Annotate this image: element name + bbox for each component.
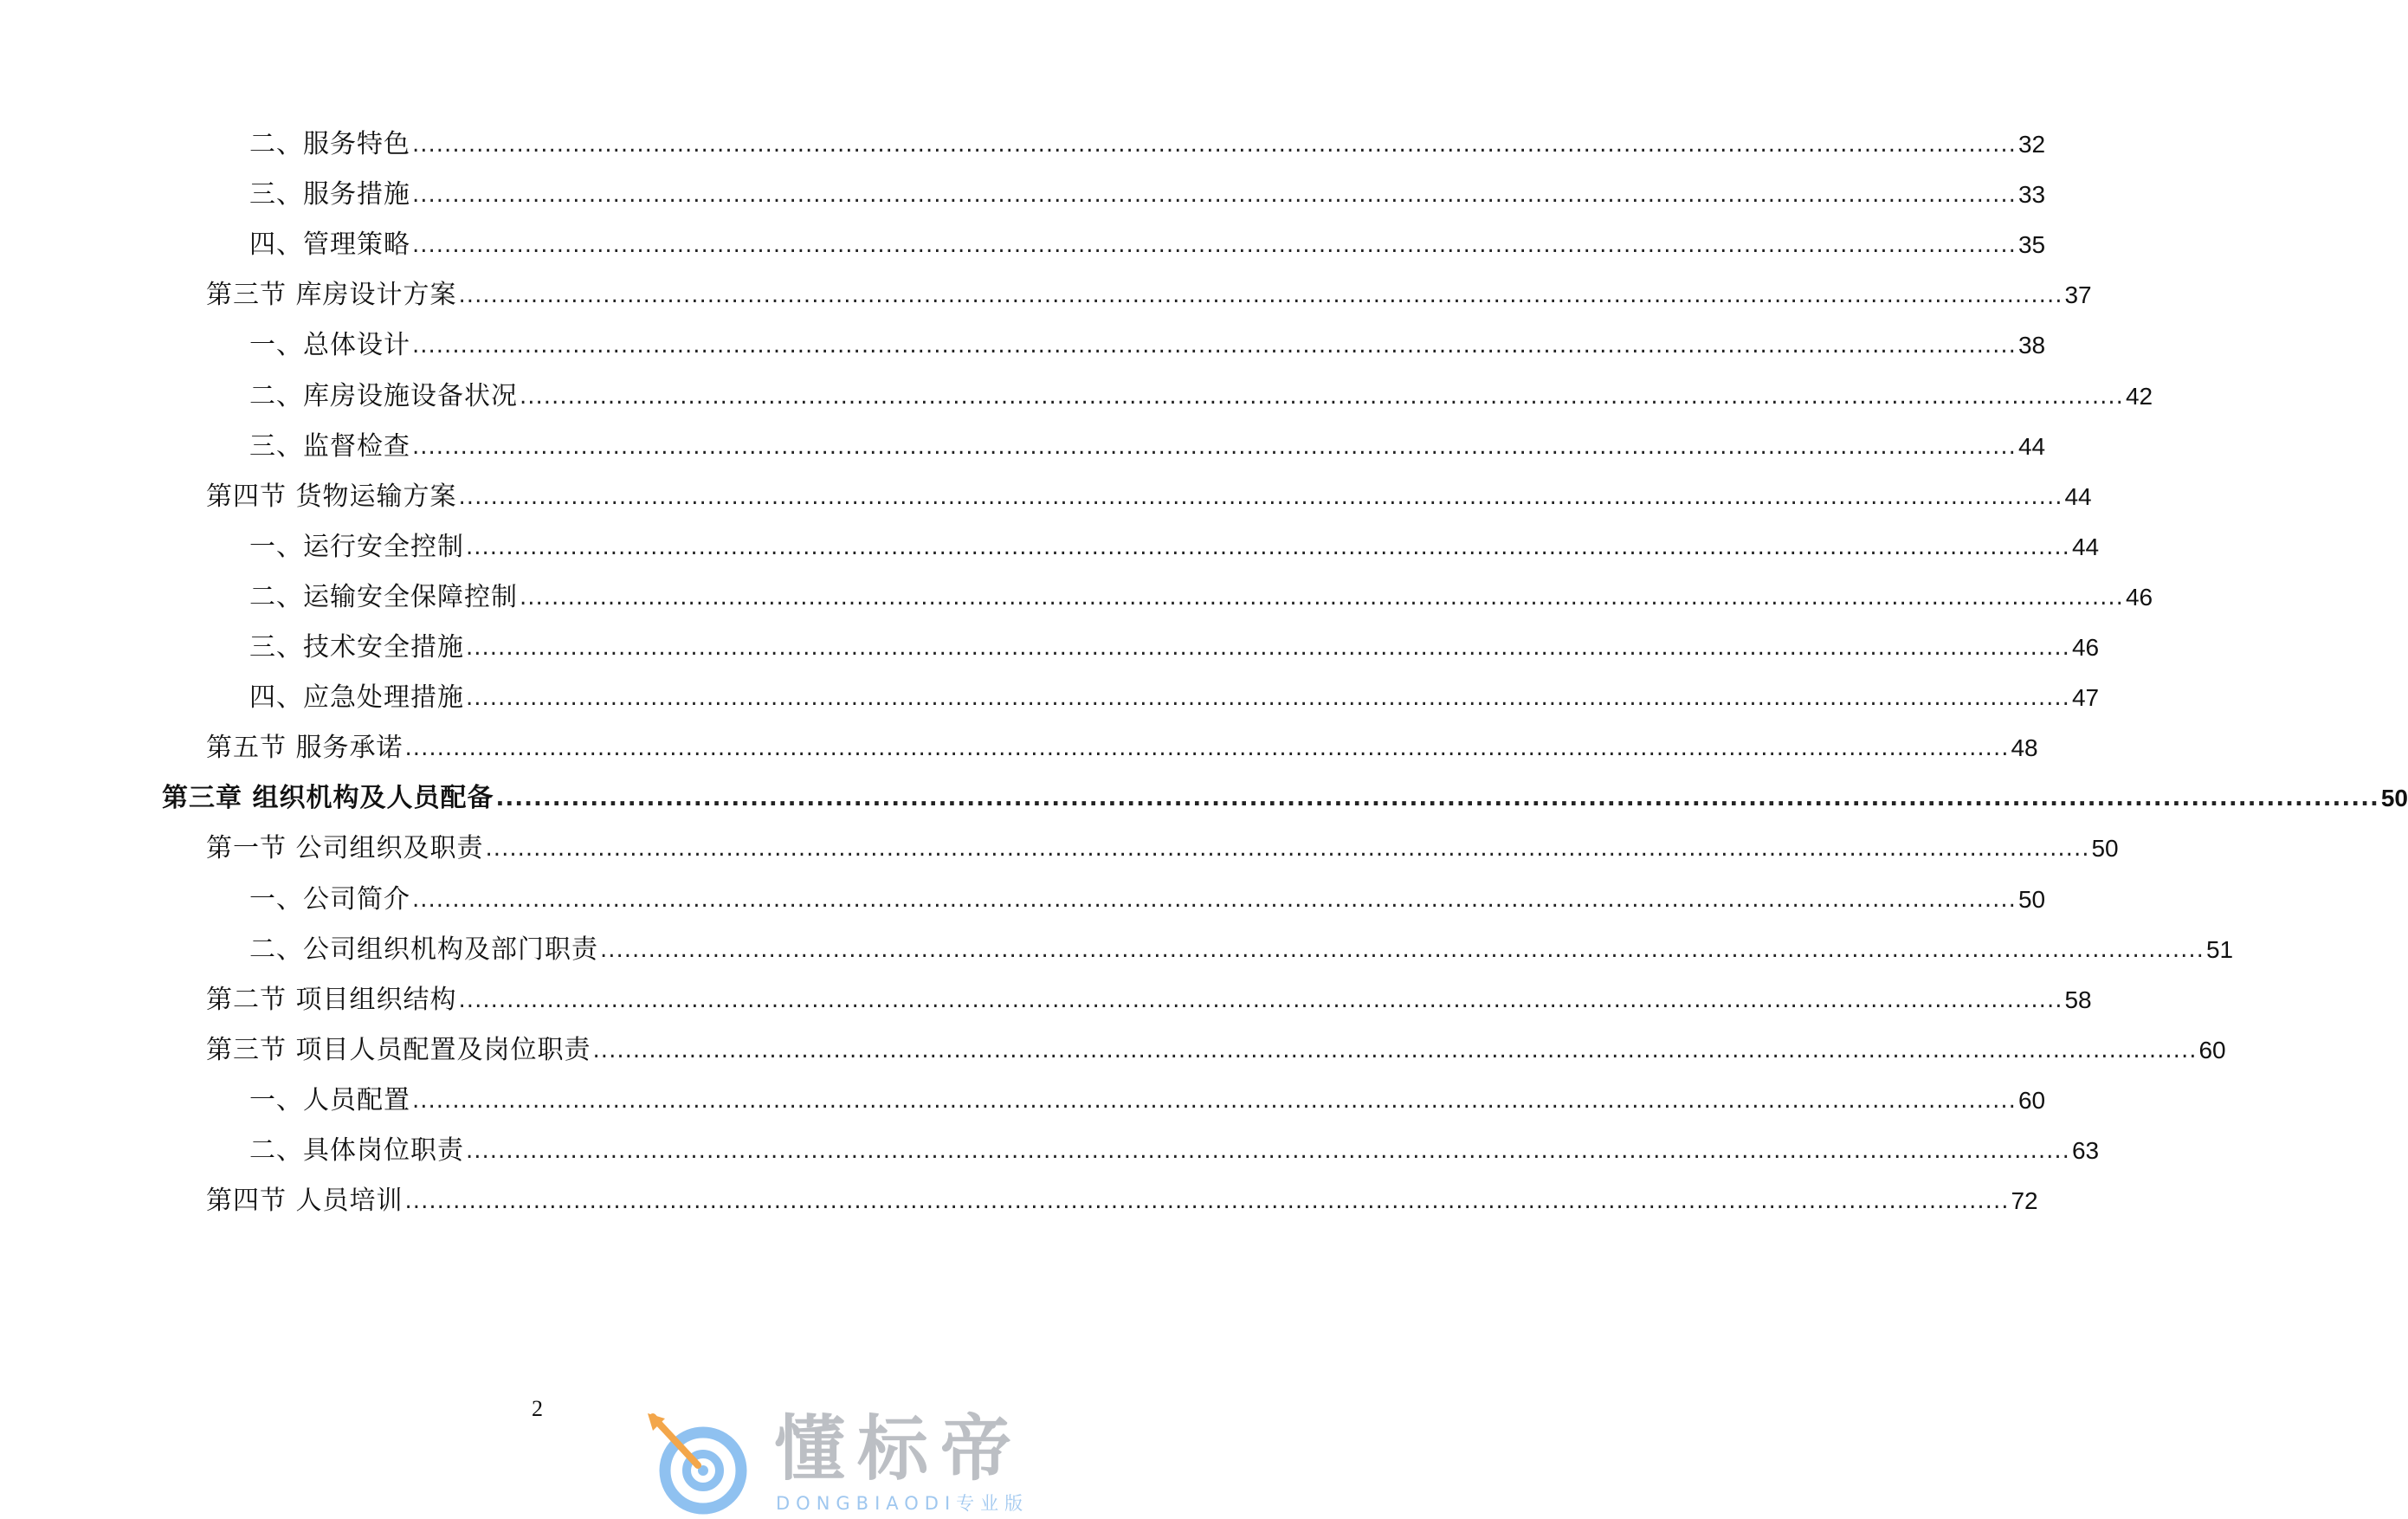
- toc-entry-page: 72: [2011, 1187, 2038, 1214]
- toc-entry[interactable]: [249, 629, 2100, 667]
- toc-entry[interactable]: [249, 176, 2046, 214]
- toc-dot-leader: ........................................................................................................................................................................................................: [520, 384, 2124, 410]
- toc-entry-page: 44: [2071, 533, 2100, 560]
- toc-entry[interactable]: [206, 981, 2092, 1019]
- toc-dot-leader: ........................................................................................................................................................................................................: [600, 937, 2205, 963]
- toc-entry-title: 二、服务特色: [249, 129, 410, 159]
- toc-entry-page: 46: [2071, 634, 2100, 661]
- toc-dot-leader: ........................................................................................................................................................................................................: [458, 484, 2063, 510]
- toc-entry[interactable]: [249, 326, 2046, 365]
- toc-entry[interactable]: [249, 126, 2046, 164]
- toc-entry-title: 第二节 项目组织结构: [206, 985, 457, 1015]
- toc-entry-title: 一、公司简介: [249, 884, 410, 915]
- toc-entry-page: 32: [2017, 131, 2046, 158]
- toc-dot-leader: ........................................................................................................................................................................................................: [466, 685, 2070, 711]
- toc-entry-page: 44: [2064, 483, 2092, 510]
- toc-dot-leader: ........................................................................................................................................................................................................: [404, 735, 2010, 761]
- toc-entry-title: 一、人员配置: [249, 1085, 410, 1115]
- toc-entry-page: 60: [2198, 1037, 2226, 1063]
- toc-entry-page: 63: [2071, 1137, 2100, 1164]
- toc-entry-title: 一、总体设计: [249, 330, 410, 360]
- toc-dot-leader: ........................................................................................................................................................................................................: [412, 333, 2017, 359]
- toc-dot-leader: ........................................................................................................................................................................................................: [404, 1188, 2010, 1214]
- toc-entry-title: 第五节 服务承诺: [206, 733, 403, 763]
- toc-entry[interactable]: [249, 1082, 2046, 1120]
- toc-dot-leader: ........................................................................................................................................................................................................: [412, 182, 2017, 208]
- toc-entry[interactable]: [206, 1031, 2226, 1070]
- toc-entry-page: 60: [2017, 1087, 2046, 1114]
- toc-entry-title: 三、技术安全措施: [249, 632, 464, 663]
- toc-entry-title: 第三节 项目人员配置及岗位职责: [206, 1035, 591, 1065]
- toc-entry-title: 三、服务措施: [249, 179, 410, 210]
- toc-entry-title: 第一节 公司组织及职责: [206, 833, 484, 863]
- toc-dot-leader: ........................................................................................................................................................................................................: [520, 585, 2124, 611]
- toc-entry[interactable]: [206, 478, 2092, 516]
- toc-entry-page: 38: [2017, 332, 2046, 359]
- toc-entry[interactable]: [249, 931, 2234, 969]
- toc-entry-title: 第三章 组织机构及人员配备: [162, 783, 494, 813]
- brand-watermark: [644, 1408, 1060, 1516]
- toc-dot-leader: ........................................................................................................................................................................................................: [592, 1037, 2198, 1063]
- toc-entry-page: 58: [2064, 986, 2092, 1013]
- toc-entry[interactable]: [206, 830, 2119, 868]
- toc-dot-leader: ........................................................................................................................................................................................................: [412, 887, 2017, 913]
- toc-entry-page: 48: [2011, 734, 2038, 761]
- toc-dot-leader: ........................................................................................................................................................................................................: [466, 635, 2070, 661]
- toc-entry[interactable]: [249, 378, 2153, 416]
- toc-entry-page: 50: [2380, 785, 2408, 811]
- toc-dot-leader: ........................................................................................................................................................................................................: [495, 785, 2379, 811]
- toc-entry-page: 50: [2091, 835, 2119, 862]
- toc-entry-title: 第四节 人员培训: [206, 1186, 403, 1216]
- toc-entry-page: 51: [2205, 936, 2234, 963]
- toc-entry[interactable]: [162, 779, 2408, 818]
- target-arrow-icon: [644, 1413, 755, 1516]
- brand-name: 懂标帝: [774, 1408, 1024, 1490]
- toc-entry-page: 50: [2017, 886, 2046, 913]
- toc-entry-page: 33: [2017, 181, 2046, 208]
- toc-entry-title: 二、运输安全保障控制: [249, 582, 518, 612]
- toc-entry-page: 37: [2064, 281, 2092, 308]
- toc-entry[interactable]: [249, 528, 2100, 566]
- toc-entry[interactable]: [249, 1132, 2100, 1170]
- toc-entry-title: 第四节 货物运输方案: [206, 482, 457, 512]
- toc-dot-leader: ........................................................................................................................................................................................................: [485, 836, 2090, 862]
- toc-dot-leader: ........................................................................................................................................................................................................: [466, 1138, 2070, 1164]
- toc-entry[interactable]: [249, 881, 2046, 919]
- toc-entry-page: 42: [2125, 383, 2153, 410]
- toc-entry-title: 四、应急处理措施: [249, 682, 464, 713]
- toc-entry-title: 四、管理策略: [249, 229, 410, 260]
- toc-dot-leader: ........................................................................................................................................................................................................: [412, 132, 2017, 158]
- toc-entry-title: 二、公司组织机构及部门职责: [249, 934, 598, 965]
- toc-entry-title: 一、运行安全控制: [249, 532, 464, 562]
- toc-entry-page: 47: [2071, 684, 2100, 711]
- toc-dot-leader: ........................................................................................................................................................................................................: [458, 987, 2063, 1013]
- toc-entry-title: 二、库房设施设备状况: [249, 381, 518, 411]
- toc-entry-page: 46: [2125, 584, 2153, 611]
- toc-entry-title: 三、监督检查: [249, 431, 410, 462]
- toc-entry[interactable]: [249, 226, 2046, 264]
- toc-dot-leader: ........................................................................................................................................................................................................: [412, 1088, 2017, 1114]
- toc-entry[interactable]: [249, 679, 2100, 717]
- toc-dot-leader: ........................................................................................................................................................................................................: [466, 534, 2070, 560]
- toc-dot-leader: ........................................................................................................................................................................................................: [412, 434, 2017, 460]
- toc-entry-title: 二、具体岗位职责: [249, 1135, 464, 1166]
- brand-subtitle: DONGBIAODI专业版: [776, 1493, 1030, 1514]
- toc-entry[interactable]: [249, 579, 2153, 617]
- toc-entry-title: 第三节 库房设计方案: [206, 280, 457, 310]
- toc-dot-leader: ........................................................................................................................................................................................................: [458, 282, 2063, 308]
- toc-entry[interactable]: [206, 729, 2038, 767]
- toc-entry[interactable]: [206, 276, 2092, 314]
- toc-entry[interactable]: [206, 1182, 2038, 1220]
- toc-entry-page: 44: [2017, 433, 2046, 460]
- toc-dot-leader: ........................................................................................................................................................................................................: [412, 232, 2017, 258]
- page-number: 2: [532, 1396, 543, 1421]
- toc-entry-page: 35: [2017, 231, 2046, 258]
- toc-entry[interactable]: [249, 428, 2046, 466]
